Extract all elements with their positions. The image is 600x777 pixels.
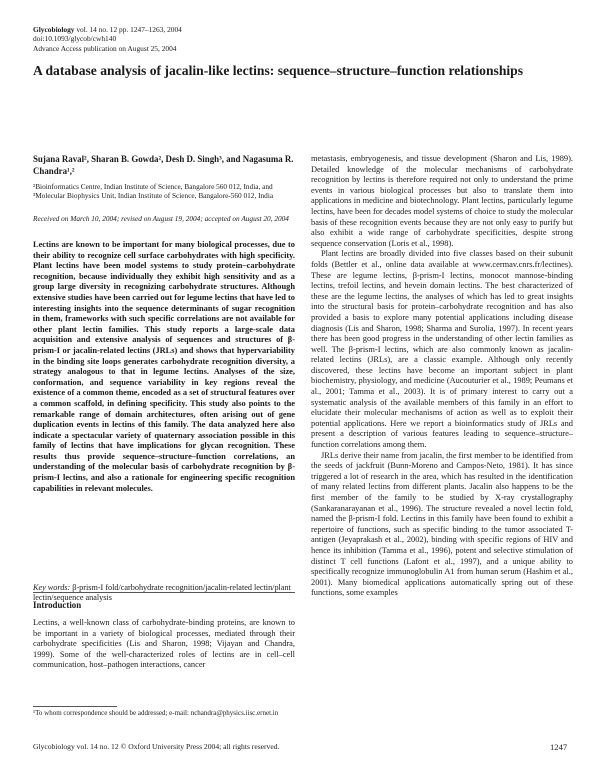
keywords-text: β-prism-I fold/carbohydrate recognition/jacalin-related lectin/plant lectin/sequence analysis	[33, 583, 291, 603]
authors: Sujana Raval², Sharan B. Gowda², Desh D. Singh³, and Nagasuma R. Chandra¹,²	[33, 154, 294, 176]
body-paragraph: JRLs derive their name from jacalin, the first member to be identified from the seeds of jackfruit (Bunn-Moreno and Campos-Neto, 1981). It has since triggered a lot of research in the area, which has resulted in the identification of many related lectins from different plants. Jacalin also happens to be the first member of the family to be studied by X-ray crystallography (Sankaranarayanan et al., 1996). The structure revealed a novel lectin fold, named the β-prism-I fold. Lectins in this family have been found to exhibit a repertoire of functions, such as specific binding to the tumor associated T-antigen (Jeyaprakash et al., 2002), binding with specific regions of HIV and hence its inhibition (Tamma et al., 1996), potent and selective stimulation of distinct T cell functions (Lafont et al., 1997), and a unique ability to specifically recognize immunoglobulin A1 from human serum (Hashim et al., 2001). Many biomedical applications automatically spring out of these functions, some examples	[311, 450, 573, 598]
journal-issue: vol. 14 no. 12 pp. 1247–1263, 2004	[76, 25, 182, 34]
doi: doi:10.1093/glycob/cwh140	[33, 34, 117, 44]
page-number: 1247	[550, 742, 568, 752]
journal-name: Glycobiology	[33, 25, 75, 34]
article-title: A database analysis of jacalin-like lectins: sequence–structure–function relationships	[33, 63, 524, 78]
right-column	[311, 154, 573, 599]
journal-header	[33, 25, 182, 53]
abstract: Lectins are known to be important for many biological processes, due to their ability to recognize cell surface carbohydrates with high specificity. Plant lectins have been model systems to study protein–carbohydrate recognition, because individually they exhibit high sensitivity and as a group large diversity in recognizing carbohydrate structures. Although extensive studies have been carried out for legume lectins that have led to interesting insights into the sequence determinants of sugar recognition in them, frameworks with such specific correlations are not available for other plant lectin families. This study reports a large-scale data acquisition and extensive analysis of sequences and structures of β-prism-I or jacalin-related lectins (JRLs) and shows that hypervariability in the binding site loops generates carbohydrate recognition diversity, a strategy analogous to that in legume lectins. Analyses of the size, conformation, and sequence variability in key regions reveal the existence of a common theme, encoded as a set of structural features over a common scaffold, in defining specificity. This study also points to the remarkable range of domain architectures, often arising out of gene duplication events in lectins of this family. The data analyzed here also indicate a spectacular variety of quaternary association possible in this family of lectins that have implications for glycan recognition. These results thus provide sequence–structure–function correlations, an understanding of the molecular basis of carbohydrate recognition by β-prism-I lectins, and also a rationale for engineering specific recognition capabilities in relevant molecules.	[33, 240, 295, 493]
body-paragraph: Plant lectins are broadly divided into five classes based on their subunit folds (Bettler et al., online data available at www.cermav.cnrs.fr/lectines). These are legume lectins, β-prism-I lectins, monocot mannose-binding lectins, trefoil lectins, and hevein domain lectins. The best characterized of these are the legume lectins, the analyses of which has led to great insights into the structural basis for protein–carbohydrate recognition and has also provided a basis to explore many potential applications including disease diagnosis (Lis and Sharon, 1998; Sharma and Surolia, 1997). In recent years there has been good progress in the understanding of other lectin families as well. The β-prism-I lectins, which are also commonly known as jacalin-related lectins (JRLs), are a classic example. Although only recently discovered, these lectins have become an important subject in plant biochemistry, physiology, and medicine (Aucouturier et al., 1989; Peumans et al., 2001; Tamma et al., 2003). It is of primary interest to carry out a systematic analysis of the available members of this family in an effort to elucidate their molecular mechanisms of action as well as to exploit their potential applications. Here we report a bioinformatics study of JRLs and present a description of various features leading to sequence–structure–function correlations among them.	[311, 249, 573, 450]
intro-paragraph: Lectins, a well-known class of carbohydrate-binding proteins, are known to be important in a variety of biological processes, mediated through their carbohydrate specificities (Lis and Sharon, 1998; Vijayan and Chandra, 1999). Some of the well-characterized roles of lectins are in cell–cell communication, host–pathogen interactions, cancer	[33, 618, 295, 670]
footnote: ¹To whom correspondence should be addressed; e-mail: nchandra@physics.iisc.ernet.in	[33, 709, 279, 717]
footer-copyright: Glycobiology vol. 14 no. 12 © Oxford University Press 2004; all rights reserved.	[33, 742, 280, 751]
section-divider	[33, 592, 295, 593]
keywords-label: Key words:	[33, 583, 71, 592]
received-dates: Received on March 10, 2004; revised on August 19, 2004; accepted on August 20, 2004	[33, 214, 289, 223]
affiliations: ²Bioinformatics Centre, Indian Institute of Science, Bangalore 560 012, India, and ³Molecular Biophysics Unit, Indian Institute of Science, Bangalore-560 012, India	[33, 182, 274, 201]
footnote-divider	[33, 706, 117, 707]
intro-heading: Introduction	[33, 600, 82, 610]
body-paragraph: metastasis, embryogenesis, and tissue development (Sharon and Lis, 1989). Detailed knowledge of the molecular mechanisms of carbohydrate recognition by lectins is therefore required not only to understand the prime events in various biological processes but also to translate them into applications in medicine and biotechnology. Plant lectins, particularly legume lectins, have been for decades model systems of choice to study the molecular basis of these recognition events because they are not only easy to purify but also exhibit a wide range of carbohydrate specificities, despite strong sequence conservation (Loris et al., 1998).	[311, 154, 573, 248]
advance-access: Advance Access publication on August 25, 2004	[33, 43, 177, 53]
